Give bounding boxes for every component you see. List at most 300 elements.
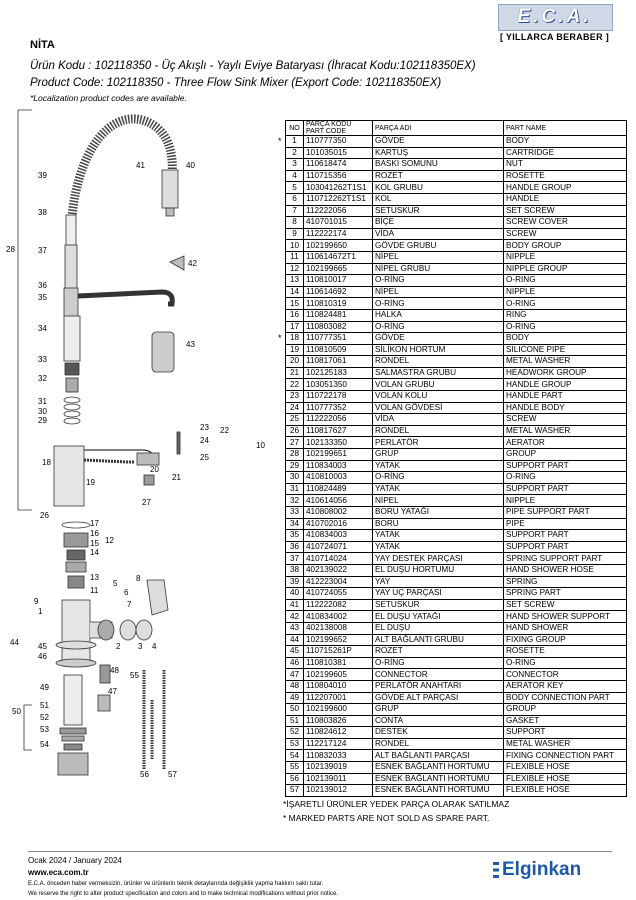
- table-row: [286, 391, 627, 403]
- part-code: 112217124: [304, 738, 373, 750]
- part-no: 26: [286, 425, 304, 437]
- part-name-en: HEADWORK GROUP: [504, 367, 627, 379]
- part-no: 18 *: [286, 333, 304, 345]
- part-code: 110817061: [304, 356, 373, 368]
- callout-18: 18: [42, 458, 51, 467]
- part-code: 110715261P: [304, 646, 373, 658]
- part-no: 37: [286, 553, 304, 565]
- part-name-tr: ROZET: [373, 646, 504, 658]
- part-name-en: AERATOR: [504, 437, 627, 449]
- part-code: 410701015: [304, 217, 373, 229]
- part-name-en: SET SCREW: [504, 599, 627, 611]
- part-code: 410808002: [304, 507, 373, 519]
- table-row: [286, 449, 627, 461]
- part-no: 45: [286, 646, 304, 658]
- part-name-en: SPRING SUPPORT PART: [504, 553, 627, 565]
- callout-13: 13: [90, 573, 99, 582]
- callout-3: 3: [138, 642, 143, 651]
- part-code: 110722178: [304, 391, 373, 403]
- not-spare-part-marker: *: [278, 136, 282, 147]
- part-name-tr: NİPEL GRUBU: [373, 263, 504, 275]
- part-name-tr: KARTUŞ: [373, 147, 504, 159]
- part-name-tr: SİLİKON HORTUM: [373, 344, 504, 356]
- part-no: 52: [286, 727, 304, 739]
- part-code: 410702016: [304, 518, 373, 530]
- part-name-tr: O-RİNG: [373, 657, 504, 669]
- elginkan-brand: Elginkan: [502, 859, 582, 880]
- part-no: 14: [286, 286, 304, 298]
- part-no: 28: [286, 449, 304, 461]
- part-no: 11: [286, 251, 304, 263]
- part-name-en: ROSETTE: [504, 646, 627, 658]
- part-name-en: AERATOR KEY: [504, 680, 627, 692]
- part-no: 17: [286, 321, 304, 333]
- part-name-tr: GÖVDE ALT PARÇASI: [373, 692, 504, 704]
- part-no: 23: [286, 391, 304, 403]
- part-name-en: NUT: [504, 159, 627, 171]
- part-code: 110810017: [304, 275, 373, 287]
- part-no: 20: [286, 356, 304, 368]
- table-row: [286, 460, 627, 472]
- part-name-tr: ALT BAĞLANTI GRUBU: [373, 634, 504, 646]
- part-name-en: GASKET: [504, 715, 627, 727]
- part-no: 1 *: [286, 136, 304, 148]
- table-row: [286, 333, 627, 345]
- table-row: [286, 692, 627, 704]
- part-no: 29: [286, 460, 304, 472]
- part-code: 110832033: [304, 750, 373, 762]
- table-row: [286, 750, 627, 762]
- title-turkish: Ürün Kodu : 102118350 - Üç Akışlı - Yaylı Eviye Bataryası (İhracat Kodu:102118350EX): [30, 60, 476, 72]
- part-code: 102139012: [304, 785, 373, 797]
- table-row: [286, 588, 627, 600]
- part-code: 410724071: [304, 541, 373, 553]
- callout-52: 52: [40, 713, 49, 722]
- part-no: 22: [286, 379, 304, 391]
- part-code: 102139011: [304, 773, 373, 785]
- part-name-tr: SETUSKUR: [373, 599, 504, 611]
- part-name-en: GROUP: [504, 704, 627, 716]
- table-row: [286, 669, 627, 681]
- title-english: Product Code: 102118350 - Three Flow Sink Mixer (Export Code: 102118350EX): [30, 77, 442, 89]
- part-no: 53: [286, 738, 304, 750]
- callout-48: 48: [110, 666, 119, 675]
- part-name-tr: CONTA: [373, 715, 504, 727]
- part-no: 42: [286, 611, 304, 623]
- callout-51: 51: [40, 701, 49, 710]
- part-name-tr: DESTEK: [373, 727, 504, 739]
- part-code: 103041262T1S1: [304, 182, 373, 194]
- callout-47: 47: [108, 687, 117, 696]
- part-name-tr: YATAK: [373, 541, 504, 553]
- not-spare-part-marker: *: [278, 333, 282, 344]
- part-name-en: PIPE: [504, 518, 627, 530]
- table-row: [286, 646, 627, 658]
- part-name-tr: RONDEL: [373, 356, 504, 368]
- part-name-tr: EL DUŞU HORTUMU: [373, 564, 504, 576]
- part-name-en: HANDLE BODY: [504, 402, 627, 414]
- part-code: 402139022: [304, 564, 373, 576]
- part-code: 110824481: [304, 309, 373, 321]
- localization-note: *Localization product codes are available.: [30, 93, 187, 103]
- table-row: [286, 738, 627, 750]
- part-name-en: O-RING: [504, 472, 627, 484]
- part-code: 110803826: [304, 715, 373, 727]
- part-no: 13: [286, 275, 304, 287]
- callout-26: 26: [40, 511, 49, 520]
- part-name-en: SUPPORT PART: [504, 460, 627, 472]
- table-row: [286, 228, 627, 240]
- part-name-tr: RONDEL: [373, 738, 504, 750]
- part-name-en: NIPPLE GROUP: [504, 263, 627, 275]
- part-no: 5: [286, 182, 304, 194]
- part-code: 102199665: [304, 263, 373, 275]
- part-name-tr: YATAK: [373, 530, 504, 542]
- part-code: 410810003: [304, 472, 373, 484]
- part-no: 40: [286, 588, 304, 600]
- callout-39: 39: [38, 171, 47, 180]
- callout-16: 16: [90, 529, 99, 538]
- part-name-en: HAND SHOWER HOSE: [504, 564, 627, 576]
- part-name-tr: NİPEL: [373, 251, 504, 263]
- table-row: [286, 402, 627, 414]
- model-name: NİTA: [30, 39, 55, 51]
- callout-32: 32: [38, 374, 47, 383]
- callout-17: 17: [90, 519, 99, 528]
- callout-14: 14: [90, 548, 99, 557]
- part-no: 33: [286, 507, 304, 519]
- part-name-tr: ROZET: [373, 170, 504, 182]
- callout-11: 11: [90, 586, 99, 595]
- part-name-en: RING: [504, 309, 627, 321]
- table-row: [286, 344, 627, 356]
- part-name-tr: VOLAN GÖVDESİ: [373, 402, 504, 414]
- part-code: 110810509: [304, 344, 373, 356]
- table-row: [286, 193, 627, 205]
- part-name-en: FLEXIBLE HOSE: [504, 785, 627, 797]
- callout-44: 44: [10, 638, 19, 647]
- table-row: [286, 170, 627, 182]
- callout-38: 38: [38, 208, 47, 217]
- callout-6: 6: [124, 588, 129, 597]
- part-code: 112222174: [304, 228, 373, 240]
- callout-9: 9: [34, 597, 39, 606]
- table-header-row: [286, 121, 627, 136]
- part-name-en: HANDLE: [504, 193, 627, 205]
- table-row: [286, 367, 627, 379]
- table-row: [286, 785, 627, 797]
- table-row: [286, 437, 627, 449]
- part-code: 110712262T1S1: [304, 193, 373, 205]
- callout-33: 33: [38, 355, 47, 364]
- part-no: 27: [286, 437, 304, 449]
- part-no: 36: [286, 541, 304, 553]
- callout-1: 1: [38, 607, 43, 616]
- table-row: [286, 564, 627, 576]
- part-code: 410724055: [304, 588, 373, 600]
- part-name-tr: PERLATÖR: [373, 437, 504, 449]
- footer-disclaimer-tr: E.C.A. önceden haber vermeksizin, ürünler ve ürünlerin teknik detaylarında değişiklik yapma hakkını saklı tutar.: [28, 881, 324, 887]
- part-code: 412223004: [304, 576, 373, 588]
- part-name-en: METAL WASHER: [504, 738, 627, 750]
- table-row: [286, 217, 627, 229]
- part-code: 102199652: [304, 634, 373, 646]
- part-code: 102125183: [304, 367, 373, 379]
- part-name-tr: BİÇE: [373, 217, 504, 229]
- part-no: 4: [286, 170, 304, 182]
- part-no: 25: [286, 414, 304, 426]
- diagram-svg: [2, 110, 284, 790]
- part-no: 48: [286, 680, 304, 692]
- part-name-tr: ESNEK BAĞLANTI HORTUMU: [373, 762, 504, 774]
- table-row: [286, 309, 627, 321]
- callout-45: 45: [38, 642, 47, 651]
- part-name-tr: RONDEL: [373, 425, 504, 437]
- callout-28: 28: [6, 245, 15, 254]
- table-row: [286, 507, 627, 519]
- part-code: 110804010: [304, 680, 373, 692]
- part-name-en: SPRING: [504, 576, 627, 588]
- part-name-en: SILICONE PIPE: [504, 344, 627, 356]
- part-code: 410834003: [304, 530, 373, 542]
- part-name-en: O-RING: [504, 275, 627, 287]
- callout-29: 29: [38, 416, 47, 425]
- part-no: 56: [286, 773, 304, 785]
- part-name-tr: ALT BAĞLANTI PARÇASI: [373, 750, 504, 762]
- callout-4: 4: [152, 642, 157, 651]
- callout-25: 25: [200, 453, 209, 462]
- part-no: 8: [286, 217, 304, 229]
- spare-part-note-tr: *İŞARETLİ ÜRÜNLER YEDEK PARÇA OLARAK SATILMAZ: [283, 799, 510, 809]
- part-name-tr: HALKA: [373, 309, 504, 321]
- part-name-en: SPRING PART: [504, 588, 627, 600]
- callout-37: 37: [38, 246, 47, 255]
- part-no: 55: [286, 762, 304, 774]
- part-name-en: NIPPLE: [504, 251, 627, 263]
- part-code: 110834003: [304, 460, 373, 472]
- table-row: [286, 680, 627, 692]
- elginkan-logo-icon: [493, 860, 499, 880]
- callout-43: 43: [186, 340, 195, 349]
- part-name-tr: EL DUŞU: [373, 622, 504, 634]
- part-name-tr: PERLATÖR ANAHTARI: [373, 680, 504, 692]
- part-code: 402138008: [304, 622, 373, 634]
- part-name-en: BODY CONNECTION PART: [504, 692, 627, 704]
- part-name-tr: VOLAN KOLU: [373, 391, 504, 403]
- table-row: [286, 634, 627, 646]
- table-row: [286, 356, 627, 368]
- part-no: 12: [286, 263, 304, 275]
- part-no: 46: [286, 657, 304, 669]
- table-row: [286, 657, 627, 669]
- part-name-tr: BORU YATAĞI: [373, 507, 504, 519]
- part-name-tr: O-RİNG: [373, 298, 504, 310]
- table-row: [286, 298, 627, 310]
- part-no: 21: [286, 367, 304, 379]
- part-name-tr: SALMASTRA GRUBU: [373, 367, 504, 379]
- callout-49: 49: [40, 683, 49, 692]
- part-no: 35: [286, 530, 304, 542]
- part-name-en: NIPPLE: [504, 495, 627, 507]
- part-code: 410714024: [304, 553, 373, 565]
- part-name-en: SUPPORT: [504, 727, 627, 739]
- table-row: [286, 286, 627, 298]
- header-part-name-tr: PARÇA ADI: [373, 121, 504, 136]
- part-name-tr: GRUP: [373, 449, 504, 461]
- callout-12: 12: [105, 536, 114, 545]
- part-code: 110824489: [304, 483, 373, 495]
- part-no: 2: [286, 147, 304, 159]
- part-name-tr: NİPEL: [373, 495, 504, 507]
- table-row: [286, 495, 627, 507]
- part-name-en: NIPPLE: [504, 286, 627, 298]
- table-row: [286, 518, 627, 530]
- table-row: [286, 425, 627, 437]
- part-name-tr: VİDA: [373, 414, 504, 426]
- part-no: 41: [286, 599, 304, 611]
- callout-27: 27: [142, 498, 151, 507]
- callout-15: 15: [90, 539, 99, 548]
- callout-36: 36: [38, 281, 47, 290]
- part-no: 19: [286, 344, 304, 356]
- part-name-tr: EL DUŞU YATAĞI: [373, 611, 504, 623]
- part-no: 32: [286, 495, 304, 507]
- part-name-tr: NİPEL: [373, 286, 504, 298]
- part-no: 43: [286, 622, 304, 634]
- header-no: NO: [286, 121, 304, 136]
- callout-55: 55: [130, 671, 139, 680]
- part-code: 112222056: [304, 205, 373, 217]
- part-code: 110777351: [304, 333, 373, 345]
- table-row: [286, 541, 627, 553]
- part-code: 110777352: [304, 402, 373, 414]
- callout-20: 20: [150, 465, 159, 474]
- part-code: 410834002: [304, 611, 373, 623]
- table-row: [286, 240, 627, 252]
- callout-22: 22: [220, 426, 229, 435]
- callout-57: 57: [168, 770, 177, 779]
- part-name-en: PIPE SUPPORT PART: [504, 507, 627, 519]
- part-no: 6: [286, 193, 304, 205]
- table-row: [286, 136, 627, 148]
- part-no: 51: [286, 715, 304, 727]
- part-name-tr: BORU: [373, 518, 504, 530]
- part-name-tr: YATAK: [373, 460, 504, 472]
- callout-42: 42: [188, 259, 197, 268]
- table-row: [286, 704, 627, 716]
- part-name-tr: GÖVDE GRUBU: [373, 240, 504, 252]
- callout-34: 34: [38, 324, 47, 333]
- part-name-en: O-RING: [504, 321, 627, 333]
- table-row: [286, 576, 627, 588]
- part-no: 30: [286, 472, 304, 484]
- part-name-en: HANDLE GROUP: [504, 379, 627, 391]
- table-row: [286, 159, 627, 171]
- part-no: 57: [286, 785, 304, 797]
- part-code: 112222082: [304, 599, 373, 611]
- part-no: 49: [286, 692, 304, 704]
- table-row: [286, 414, 627, 426]
- table-row: [286, 762, 627, 774]
- part-no: 44: [286, 634, 304, 646]
- callout-2: 2: [116, 642, 121, 651]
- part-code: 112222056: [304, 414, 373, 426]
- part-name-en: FLEXIBLE HOSE: [504, 773, 627, 785]
- part-name-tr: KOL: [373, 193, 504, 205]
- callout-35: 35: [38, 293, 47, 302]
- part-no: 9: [286, 228, 304, 240]
- part-no: 10: [286, 240, 304, 252]
- part-no: 24: [286, 402, 304, 414]
- callout-53: 53: [40, 725, 49, 734]
- part-code: 102199651: [304, 449, 373, 461]
- table-row: [286, 251, 627, 263]
- part-code: 101035015: [304, 147, 373, 159]
- part-name-tr: GRUP: [373, 704, 504, 716]
- part-name-en: METAL WASHER: [504, 425, 627, 437]
- part-name-en: SET SCREW: [504, 205, 627, 217]
- part-name-en: METAL WASHER: [504, 356, 627, 368]
- part-no: 38: [286, 564, 304, 576]
- table-row: [286, 275, 627, 287]
- table-row: [286, 321, 627, 333]
- part-name-en: HANDLE PART: [504, 391, 627, 403]
- part-code: 110824612: [304, 727, 373, 739]
- part-name-tr: YAY: [373, 576, 504, 588]
- callout-41: 41: [136, 161, 145, 170]
- part-code: 102139019: [304, 762, 373, 774]
- part-name-tr: YATAK: [373, 483, 504, 495]
- table-row: [286, 599, 627, 611]
- part-name-en: HAND SHOWER SUPPORT: [504, 611, 627, 623]
- part-name-en: BODY: [504, 136, 627, 148]
- footer-disclaimer-en: We reserve the right to alter product specification and colors and to make technical modifications without prior notice.: [28, 891, 339, 897]
- callout-50: 50: [12, 707, 21, 716]
- table-row: [286, 182, 627, 194]
- callout-54: 54: [40, 740, 49, 749]
- table-row: [286, 715, 627, 727]
- parts-table: [278, 120, 627, 797]
- part-name-en: SCREW: [504, 228, 627, 240]
- table-row: [286, 205, 627, 217]
- table-row: [286, 530, 627, 542]
- part-name-en: SCREW: [504, 414, 627, 426]
- part-name-en: SUPPORT PART: [504, 530, 627, 542]
- callout-46: 46: [38, 652, 47, 661]
- header-part-name-en: PART NAME: [504, 121, 627, 136]
- table-row: [286, 379, 627, 391]
- part-name-tr: ESNEK BAĞLANTI HORTUMU: [373, 785, 504, 797]
- callout-56: 56: [140, 770, 149, 779]
- part-name-en: BODY GROUP: [504, 240, 627, 252]
- part-name-tr: CONNECTOR: [373, 669, 504, 681]
- part-name-tr: KOL GRUBU: [373, 182, 504, 194]
- footer-date: Ocak 2024 / January 2024: [28, 856, 122, 865]
- part-code: 110810319: [304, 298, 373, 310]
- part-code: 102133350: [304, 437, 373, 449]
- part-no: 34: [286, 518, 304, 530]
- part-code: 102199605: [304, 669, 373, 681]
- table-row: [286, 147, 627, 159]
- slogan: [ YILLARCA BERABER ]: [500, 32, 609, 42]
- callout-10: 10: [256, 441, 265, 450]
- callout-19: 19: [86, 478, 95, 487]
- part-no: 47: [286, 669, 304, 681]
- part-name-en: FIXING GROUP: [504, 634, 627, 646]
- table-row: [286, 727, 627, 739]
- part-code: 110618474: [304, 159, 373, 171]
- part-name-en: BODY: [504, 333, 627, 345]
